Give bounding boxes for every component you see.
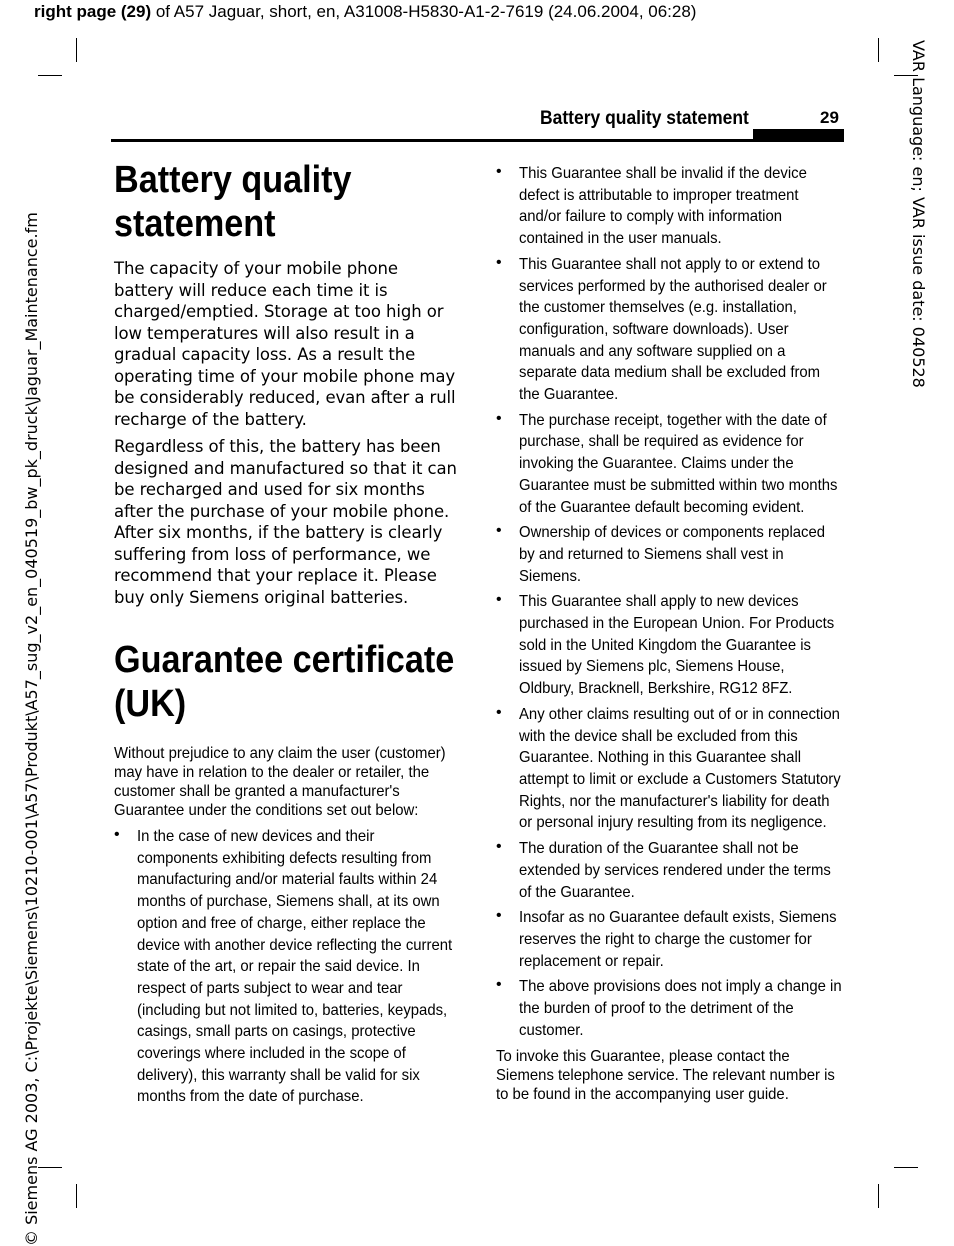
list-item [496, 704, 844, 834]
bullet: • [496, 976, 502, 994]
side-info-left [0, 170, 41, 1246]
list-item [496, 163, 844, 250]
guarantee-intro: Without prejudice to any claim the user (customer) may have in relation to the dealer or retailer, the customer shall be granted a manufacturer's Guarantee under the conditions set out below: [114, 745, 446, 819]
side-info-right-text: VAR Language: en; VAR issue date: 040528 [909, 40, 928, 388]
print-info-rest: of A57 Jaguar, short, en, A31008-H5830-A1-2-7619 (24.06.2004, 06:28) [151, 2, 697, 21]
side-info-left-text: © Siemens AG 2003, C:\Projekte\Siemens\10210-001\A57\Produkt\A57_sug_v2_en_040519_bw_pk_druck\Jaguar_Maintenance.fm [22, 212, 41, 1246]
list-item [496, 522, 844, 587]
crop-mark [76, 38, 77, 62]
guarantee-closing: To invoke this Guarantee, please contact the Siemens telephone service. The relevant number is to be found in the accompanying user guide. [496, 1048, 835, 1104]
list-item [496, 907, 844, 972]
bullet: • [496, 838, 502, 856]
list-item [496, 976, 844, 1041]
list-item [496, 410, 844, 519]
header-tab-block [753, 129, 844, 139]
bullet: • [496, 907, 502, 925]
bullet: • [496, 703, 502, 721]
list-item [114, 826, 459, 1108]
bullet: • [114, 826, 120, 843]
print-info-bold: right page (29) [34, 2, 152, 21]
bullet: • [496, 163, 502, 180]
guarantee-heading: Guarantee certificate (UK) [114, 639, 455, 725]
list-item-text: This Guarantee shall be invalid if the device defect is attributable to improper treatment and/or failure to comply with information contained in the user manuals. [519, 165, 807, 248]
battery-paragraph-1: The capacity of your mobile phone battery will reduce each time it is charged/emptied. Storage at too high or low temperatures will also result in a gradual capacity loss. As a result the operating time of your mobile phone may be considerably reduced, evan after a rull recharge of the battery. [114, 259, 456, 429]
list-item-text: Ownership of devices or components replaced by and returned to Siemens shall vest in Siemens. [519, 524, 826, 585]
crop-mark [878, 1184, 879, 1208]
list-item-text: The purchase receipt, together with the date of purchase, shall be required as evidence for invoking the Guarantee. Claims under the Guarantee must be submitted within two months of the Guarantee default becoming evident. [519, 411, 838, 516]
list-item [496, 591, 844, 700]
right-column [496, 163, 844, 1110]
crop-mark [878, 38, 879, 62]
side-info-right [909, 40, 950, 400]
list-item-text: This Guarantee shall not apply to or extend to services performed by the authorised dealer or the customer themselves (e.g. installation, configuration, software downloads). User manuals and any software supplied on a separate data medium shall be excluded from the Guarantee. [519, 255, 827, 404]
list-item-text: The duration of the Guarantee shall not be extended by services rendered under the terms of the Guarantee. [519, 840, 831, 901]
guarantee-list-left [114, 826, 459, 1108]
bullet: • [496, 409, 502, 427]
list-item-text: Any other claims resulting out of or in connection with the device shall be excluded from this Guarantee. Nothing in this Guarantee shall attempt to limit or exclude a Customers Statutory Rights, nor the manufacturer's liability for death or personal injury resulting from its negligence. [519, 705, 841, 832]
list-item-text: This Guarantee shall apply to new devices purchased in the European Union. For Products sold in the United Kingdom the Guarantee is issued by Siemens plc, Siemens House, Oldbury, Bracknell, Berkshire, RG12 8FZ. [519, 593, 835, 698]
crop-mark [38, 75, 62, 76]
crop-mark [38, 1167, 62, 1168]
guarantee-list-right [496, 163, 844, 1041]
list-item [496, 838, 844, 903]
running-title: Battery quality statement [540, 108, 749, 129]
bullet: • [496, 253, 502, 271]
battery-paragraph-2: Regardless of this, the battery has been designed and manufactured so that it can be recharged and used for six months after the purchase of your mobile phone. After six months, if the battery is clearly suffering from loss of performance, we recommend that your replace it. Please buy only Siemens original batteries. [114, 437, 457, 607]
left-column [114, 158, 459, 1112]
page-number: 29 [820, 108, 839, 127]
bullet: • [496, 591, 502, 609]
list-item-text: Insofar as no Guarantee default exists, Siemens reserves the right to charge the customer for replacement or repair. [519, 909, 837, 970]
bullet: • [496, 522, 502, 540]
list-item [496, 254, 844, 406]
crop-mark [76, 1184, 77, 1208]
crop-mark [894, 1167, 918, 1168]
print-info-line [34, 2, 696, 22]
battery-heading: Battery quality statement [114, 159, 352, 245]
header-rule [111, 139, 844, 142]
list-item-text: In the case of new devices and their components exhibiting defects resulting from manufacturing and/or material faults within 24 months of purchase, Siemens shall, at its own option and free of charge, either replace the device with another device reflecting the current state of the art, or repair the said device. In respect of parts subject to wear and tear (including but not limited to, batteries, keypads, casings, small parts on casings, protective coverings where included in the scope of delivery), this warranty shall be valid for six months from the date of purchase. [137, 828, 453, 1106]
list-item-text: The above provisions does not imply a change in the burden of proof to the detriment of the customer. [519, 978, 842, 1039]
